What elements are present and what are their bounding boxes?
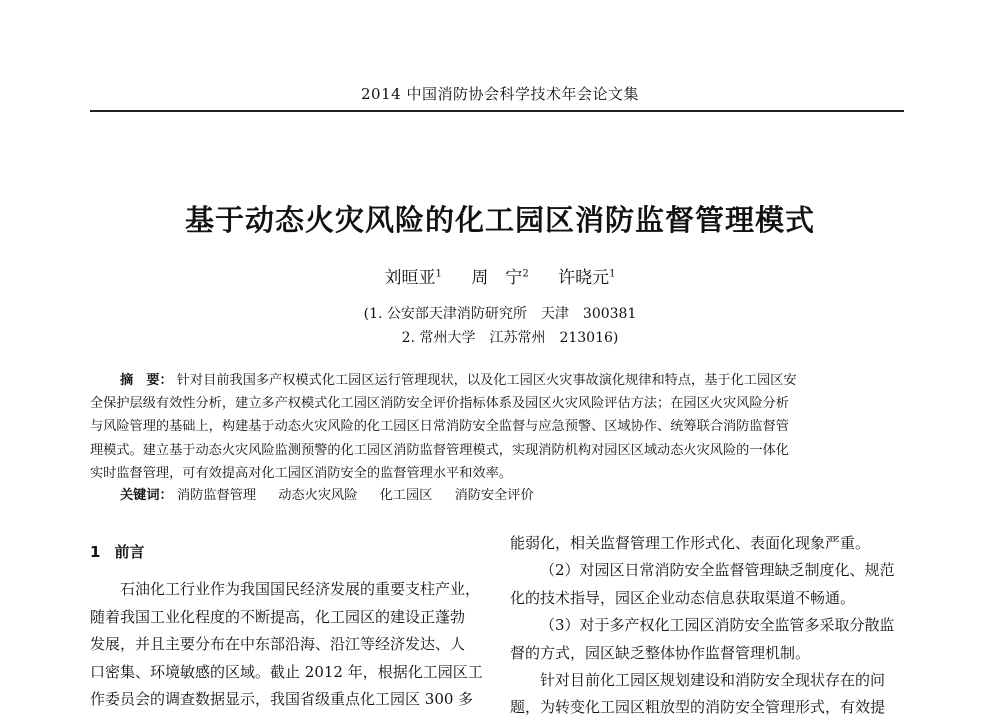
author xyxy=(385,263,442,288)
author-affiliation-mark: 2 xyxy=(522,268,529,280)
body-text-line: 能弱化，相关监督管理工作形式化、表面化现象严重。 xyxy=(510,534,871,552)
section-title: 前言 xyxy=(114,543,145,561)
abstract-text: 针对目前我国多产权模式化工园区运行管理现状，以及化工园区火灾事故演化规律和特点，基于化工园区安 xyxy=(176,373,797,388)
affiliation-line: (1. 公安部天津消防研究所 天津 300381 xyxy=(363,306,637,322)
paper-title: 基于动态火灾风险的化工园区消防监督管理模式 xyxy=(184,203,815,237)
body-text-line: 针对目前化工园区规划建设和消防安全现状存在的问 xyxy=(540,671,886,690)
body-text-line: （2）对园区日常消防安全监督管理缺乏制度化、规范 xyxy=(540,561,895,580)
right-column xyxy=(510,530,905,722)
author-name: 刘晅亚 xyxy=(384,268,436,288)
body-text-line: （3）对于多产权化工园区消防安全监管多采取分散监 xyxy=(540,616,895,635)
keyword: 动态火灾风险 xyxy=(278,488,358,503)
body-text-line: 题，为转变化工园区粗放型的消防安全管理形式，有效提 xyxy=(510,698,886,717)
body-text-line: 作委员会的调查数据显示，我国省级重点化工园区 300 多 xyxy=(90,690,474,709)
author xyxy=(471,263,528,288)
body-text-line: 发展，并且主要分布在中东部沿海、沿江等经济发达、人 xyxy=(90,635,466,654)
author-list xyxy=(0,263,1000,288)
affiliation-line: 2. 常州大学 江苏常州 213016) xyxy=(401,330,619,346)
left-column xyxy=(90,530,490,713)
author-affiliation-mark: 1 xyxy=(435,268,442,280)
abstract-line: 与风险管理的基础上，构建基于动态火灾风险的化工园区日常消防安全监督与应急预警、区域协作、统筹联合消防监督管 xyxy=(90,419,789,435)
abstract xyxy=(90,369,906,485)
abstract-label: 摘 要： xyxy=(120,373,173,388)
body-text-line: 督的方式，园区缺乏整体协作监督管理机制。 xyxy=(510,643,811,662)
keyword: 化工园区 xyxy=(379,488,433,503)
author-name: 许晓元 xyxy=(558,268,610,288)
section-number: 1 xyxy=(90,543,101,561)
keywords xyxy=(120,484,552,503)
keyword: 消防监督管理 xyxy=(176,488,257,503)
section-heading xyxy=(90,539,490,566)
abstract-line: 实时监督管理，可有效提高对化工园区消防安全的监督管理水平和效率。 xyxy=(90,465,512,481)
keyword: 消防安全评价 xyxy=(454,488,534,503)
body-text-line: 随着我国工业化程度的不断提高，化工园区的建设正蓬勃 xyxy=(90,607,466,626)
author xyxy=(558,263,615,288)
body-text-line: 石油化工行业作为我国国民经济发展的重要支柱产业， xyxy=(120,580,481,599)
abstract-line xyxy=(90,369,906,392)
author-affiliation-mark: 1 xyxy=(609,268,616,280)
author-name: 周 宁 xyxy=(471,268,523,288)
running-header: 2014 中国消防协会科学技术年会论文集 xyxy=(361,85,639,103)
affiliations xyxy=(0,302,1000,350)
body-text-line: 化的技术指导，园区企业动态信息获取渠道不畅通。 xyxy=(510,588,856,607)
header-rule xyxy=(90,110,904,112)
body-text-line: 口密集、环境敏感的区域。截止 2012 年，根据化工园区工 xyxy=(90,662,483,681)
abstract-line: 理模式。建立基于动态火灾风险监测预警的化工园区消防监督管理模式，实现消防机构对园区区域动态火灾风险的一体化 xyxy=(90,442,789,458)
abstract-line: 全保护层级有效性分析，建立多产权模式化工园区消防安全评价指标体系及园区火灾风险评估方法；在园区火灾风险分析 xyxy=(90,396,789,412)
keywords-label: 关键词： xyxy=(120,488,173,503)
